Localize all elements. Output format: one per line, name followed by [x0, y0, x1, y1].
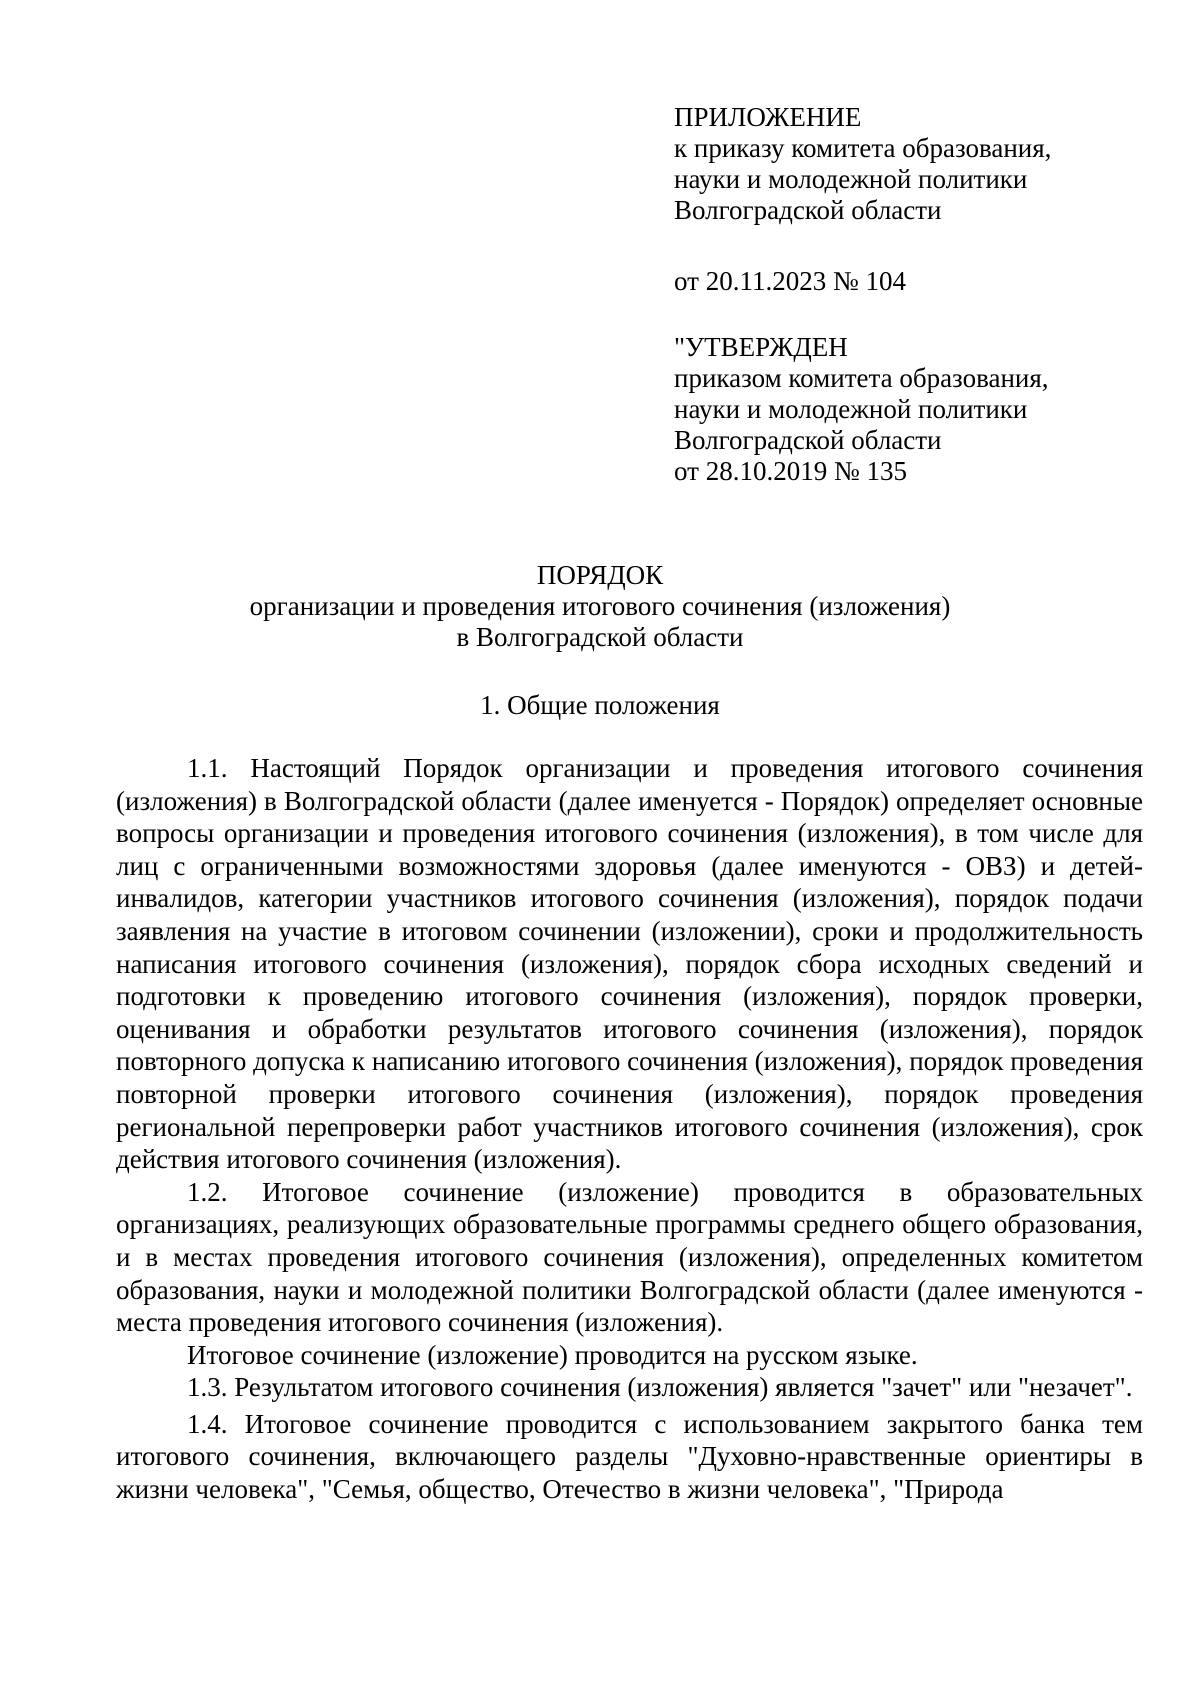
approval-line: Волгоградской области — [674, 425, 942, 455]
paragraph-language: Итоговое сочинение (изложение) проводится на русском языке. — [187, 1339, 918, 1370]
paragraph-1-3: 1.3. Результатом итогового сочинения (изложения) является "зачет" или "незачет". — [187, 1372, 1133, 1403]
paragraph-1-1: 1.1. Настоящий Порядок организации и проведения итогового сочинения (изложения) в Волгоградской области (далее именуется - Порядок) определяет основные вопросы организации и проведения итогового сочинения (изложения), в том числе для лиц с ограниченными возможностями здоровья (далее именуются - ОВЗ) и детей-инвалидов, категории участников итогового сочинения (изложения), порядок подачи заявления на участие в итоговом сочинении (изложении), сроки и продолжительность написания итогового сочинения (изложения), порядок сбора исходных сведений и подготовки к проведению итогового сочинения (изложения), порядок проверки, оценивания и обработки результатов итогового сочинения (изложения), порядок повторного допуска к написанию итогового сочинения (изложения), порядок проведения повторной проверки итогового сочинения (изложения), порядок проведения региональной перепроверки работ участников итогового сочинения (изложения), срок действия итогового сочинения (изложения). — [116, 753, 1143, 1175]
approval-line: приказом комитета образования, — [674, 363, 1049, 393]
paragraph-1-2: 1.2. Итоговое сочинение (изложение) проводится в образовательных организациях, реализующих образовательные программы среднего общего образования, и в местах проведения итогового сочинения (изложения), определенных комитетом образования, науки и молодежной политики Волгоградской области (далее именуются - места проведения итогового сочинения (изложения). — [116, 1176, 1143, 1338]
paragraph-1-4: 1.4. Итоговое сочинение проводится с использованием закрытого банка тем итогового сочинения, включающего разделы "Духовно-нравственные ориентиры в жизни человека", "Семья, общество, Отечество в жизни человека", "Природа — [116, 1408, 1143, 1505]
appendix-line: науки и молодежной политики — [674, 164, 1028, 194]
title-main: ПОРЯДОК — [536, 560, 664, 590]
order-date-number: от 20.11.2023 № 104 — [674, 266, 906, 296]
document-body — [116, 752, 1143, 1506]
document-title — [0, 560, 1200, 653]
approval-heading: "УТВЕРЖДЕН — [674, 332, 848, 362]
approval-line: науки и молодежной политики — [674, 394, 1028, 424]
appendix-line: к приказу комитета образования, — [674, 133, 1052, 163]
appendix-heading: ПРИЛОЖЕНИЕ — [674, 102, 862, 132]
approval-block — [674, 332, 1174, 487]
title-region: в Волгоградской области — [456, 622, 744, 652]
section-heading — [0, 690, 1200, 721]
title-subtitle: организации и проведения итогового сочинения (изложения) — [249, 591, 951, 621]
order-reference — [674, 266, 1174, 297]
appendix-block — [674, 102, 1174, 226]
appendix-line: Волгоградской области — [674, 195, 942, 225]
section-title: 1. Общие положения — [480, 690, 720, 720]
approval-line: от 28.10.2019 № 135 — [674, 456, 907, 486]
